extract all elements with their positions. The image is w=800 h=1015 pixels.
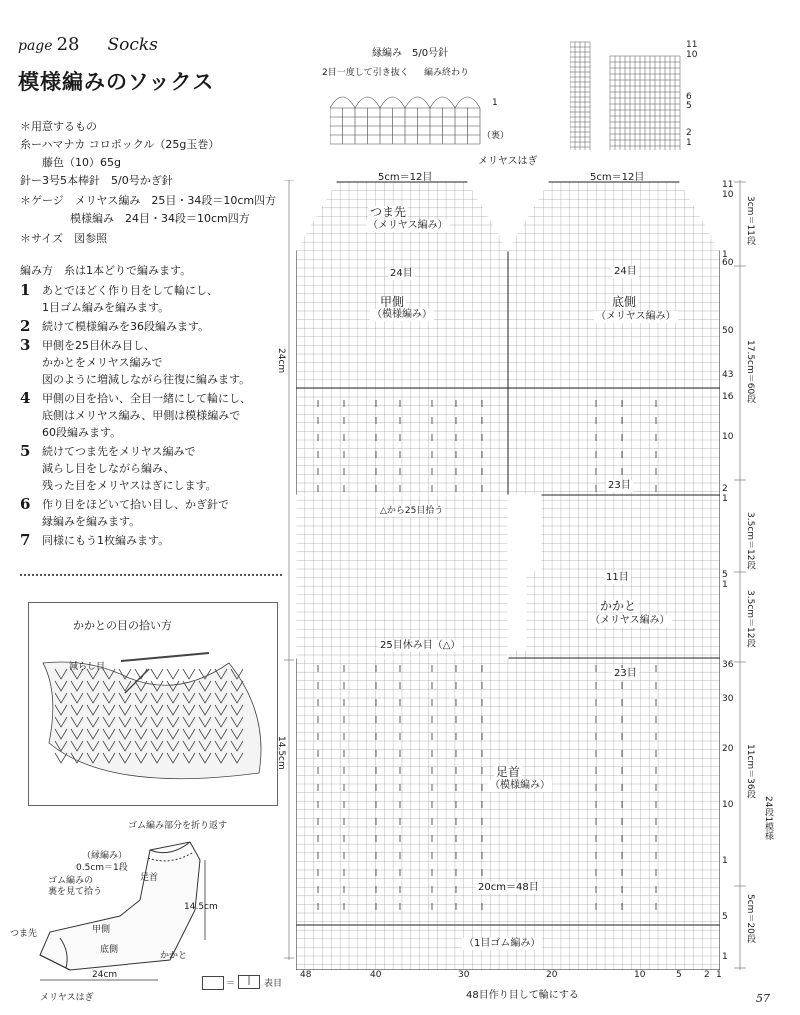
toe-chart-row-number: 11 <box>686 40 698 50</box>
dim-toe: 3cm＝11段 <box>745 196 755 245</box>
materials-color: 藤色（10）65g <box>42 156 121 169</box>
gauge-stockinette: ＊ゲージ メリヤス編み 25目・34段＝10cm四方 <box>20 194 277 207</box>
step-1 <box>20 282 251 316</box>
step-line: 60段編みます。 <box>42 426 122 439</box>
step-number: 6 <box>20 495 31 513</box>
legend-meaning: 表目 <box>264 979 283 989</box>
step-text <box>42 496 229 530</box>
step-text <box>42 390 251 441</box>
step-line: 図のように増減しながら往復に編みます。 <box>42 373 251 386</box>
toe-label: つま先 <box>10 929 38 939</box>
page-title: 模様編みのソックス <box>18 70 215 94</box>
row-number-label: 10 <box>722 190 734 200</box>
toe-chart-row-number: 2 <box>686 128 692 138</box>
step-line: 底側はメリヤス編み、甲側は模様編みで <box>42 409 241 422</box>
dim-heel-1: 3.5cm＝12段 <box>745 512 755 570</box>
gauge-pattern: 模様編み 24目・34段＝10cm四方 <box>70 212 250 225</box>
bottom-tick-label: 20 <box>546 970 558 980</box>
edging-note-right: 編み終わり <box>424 68 470 78</box>
row-number-label: 16 <box>722 392 734 402</box>
step-text <box>42 443 217 494</box>
instep-stitch-count: 24目 <box>390 268 413 279</box>
dim-foot: 17.5cm＝60段 <box>745 340 755 404</box>
rib-back-label: ゴム編みの <box>48 876 94 886</box>
legend-equals: ＝ <box>226 979 236 989</box>
dim-heel-2: 3.5cm＝12段 <box>745 590 755 648</box>
step-number: 2 <box>20 317 31 335</box>
materials-yarn: 糸ーハマナカ コロポックル（25g玉巻） <box>20 138 220 151</box>
step-line: 同様にもう1枚編みます。 <box>42 534 170 547</box>
step-line: 甲側の目を拾い、全目一緒にして輪にし、 <box>42 392 251 405</box>
heel-sub-label: （メリヤス編み） <box>590 615 670 626</box>
bottom-tick-label: 1 <box>716 970 722 980</box>
row-number-label: 30 <box>722 694 734 704</box>
row-number-label: 5 <box>722 912 728 922</box>
ankle-label: 足首 <box>140 873 159 883</box>
left-dim-14-5cm: 14.5cm <box>276 736 286 770</box>
bottom-tick-label: 10 <box>634 970 646 980</box>
step-text <box>42 318 209 335</box>
divider <box>20 574 282 576</box>
step-6 <box>20 496 251 530</box>
step-5 <box>20 443 251 494</box>
row-number-label: 10 <box>722 432 734 442</box>
rest-25-label: 25目休み目（△） <box>380 640 461 651</box>
row-number-label: 1 <box>722 250 728 260</box>
instep-label: 甲側 <box>92 925 111 935</box>
page-number: 28 <box>56 34 80 55</box>
toe-label-chart: つま先 <box>370 205 407 219</box>
right-dimension-lines <box>728 180 758 970</box>
ankle-sub-label: （模様編み） <box>490 780 550 791</box>
edging-chart <box>330 78 490 148</box>
heel-pickup-title: かかとの目の拾い方 <box>73 619 172 632</box>
page-number-bottom: 57 <box>756 992 770 1005</box>
bottom-tick-label: 5 <box>676 970 682 980</box>
step-line: 減らし目をしながら編み、 <box>42 462 175 475</box>
row-number-label: 1 <box>722 580 728 590</box>
row-number-label: 1 <box>722 494 728 504</box>
dim-pattern-repeat: 24段1模様 <box>763 796 773 841</box>
row-number-label: 11 <box>722 180 734 190</box>
method-lead: 編み方 糸は1本どりで編みます。 <box>20 264 192 277</box>
legend-blank-symbol <box>202 976 224 990</box>
heel-pickup-illustration <box>29 603 277 805</box>
heel-label: かかと <box>160 951 188 961</box>
toe-width-right: 5cm＝12目 <box>590 172 645 183</box>
row-number-label: 1 <box>722 952 728 962</box>
sole-sub-label: （メリヤス編み） <box>596 311 676 322</box>
step-text <box>42 282 218 316</box>
bottom-tick-label: 30 <box>458 970 470 980</box>
step-line: 1目ゴム編みを編みます。 <box>42 301 170 314</box>
step-2 <box>20 318 251 335</box>
row-number-label: 10 <box>722 800 734 810</box>
step-number: 1 <box>20 281 31 299</box>
page-prefix: page <box>18 38 53 54</box>
toe-chart <box>570 36 700 156</box>
step-line: 甲側を25目休み目し、 <box>42 339 155 352</box>
left-dim-24cm: 24cm <box>276 348 286 374</box>
step-number: 7 <box>20 531 31 549</box>
step-line: かかとをメリヤス編みで <box>42 356 163 369</box>
decrease-label: 減らし目 <box>69 662 106 672</box>
edging-size: 0.5cm＝1段 <box>76 863 128 873</box>
bottom-tick-label: 48 <box>300 970 312 980</box>
sole-label: 底側 <box>100 945 119 955</box>
step-line: 縁編みを編みます。 <box>42 515 141 528</box>
width-20cm-label: 20cm＝48目 <box>478 882 539 893</box>
edging-note-left: 2目一度して引き抜く <box>322 68 409 78</box>
rib-back-label-2: 裏を見て拾う <box>48 887 103 897</box>
step-number: 4 <box>20 389 31 407</box>
step-line: 作り目をほどいて拾い目し、かぎ針で <box>42 498 229 511</box>
step-7 <box>20 532 251 549</box>
row-number-label: 1 <box>722 856 728 866</box>
graft-label: メリヤスはぎ <box>40 993 94 1003</box>
cast-on-label: 48目作り目して輪にする <box>466 990 579 1001</box>
ankle-label-chart: 足首 <box>496 765 521 779</box>
row-number-label: 5 <box>722 570 728 580</box>
heel-center-stitch-count: 11目 <box>606 572 629 583</box>
pickup-25-label: △から25目拾う <box>380 506 444 516</box>
row-number-label: 43 <box>722 370 734 380</box>
legend-knit-symbol: | <box>238 975 260 989</box>
toe-width-left: 5cm＝12目 <box>378 172 433 183</box>
rib-label-chart: （1目ゴム編み） <box>464 938 541 949</box>
dim-rib: 5cm＝20段 <box>745 894 755 943</box>
heel-bottom-stitch-count: 23目 <box>614 668 637 679</box>
row-number-label: 50 <box>722 326 734 336</box>
size-note: ＊サイズ 図参照 <box>20 232 108 245</box>
row-number-label: 20 <box>722 744 734 754</box>
materials-needles: 針ー3号5本棒針 5/0号かぎ針 <box>20 174 173 187</box>
toe-chart-row-number: 1 <box>686 138 692 148</box>
graft-top-label: メリヤスはぎ <box>478 156 538 167</box>
left-dimension-lines <box>284 180 294 960</box>
heel-top-stitch-count: 23目 <box>608 480 631 491</box>
edging-back-label: （裏） <box>482 131 510 141</box>
page-header <box>18 34 158 55</box>
instep-sub-label: （模様編み） <box>372 309 432 320</box>
heel-label-chart: かかと <box>600 599 637 613</box>
heel-pickup-box <box>28 602 278 806</box>
ankle-length: 14.5cm <box>184 902 218 912</box>
row-number-label: 2 <box>722 484 728 494</box>
step-line: あとでほどく作り目をして輪にし、 <box>42 284 218 297</box>
step-line: 残った目をメリヤスはぎにします。 <box>42 479 217 492</box>
step-number: 3 <box>20 336 31 354</box>
edging-label: （縁編み） <box>82 851 128 861</box>
section-title: Socks <box>107 35 158 55</box>
step-line: 続けてつま先をメリヤス編みで <box>42 445 196 458</box>
toe-sub-label: （メリヤス編み） <box>368 220 448 231</box>
row-number-label: 36 <box>722 660 734 670</box>
row-number-label: 60 <box>722 258 734 268</box>
sock-diagram <box>30 820 283 1000</box>
dim-ankle: 11cm＝36段 <box>745 744 755 799</box>
step-3 <box>20 337 251 388</box>
fold-note: ゴム編み部分を折り返す <box>128 821 228 831</box>
step-4 <box>20 390 251 441</box>
step-line: 続けて模様編みを36段編みます。 <box>42 320 210 333</box>
step-text <box>42 532 169 549</box>
foot-length: 24cm <box>92 970 118 980</box>
toe-chart-row-number: 6 <box>686 92 692 102</box>
method-steps <box>20 262 251 549</box>
main-chart <box>296 170 720 970</box>
sole-stitch-count: 24目 <box>614 266 637 277</box>
edging-row-number: 1 <box>492 98 498 108</box>
instep-label-chart: 甲側 <box>380 295 405 309</box>
toe-chart-row-number: 5 <box>686 101 692 111</box>
edging-chart-title: 縁編み 5/0号針 <box>372 48 449 59</box>
step-number: 5 <box>20 442 31 460</box>
step-text <box>42 337 250 388</box>
bottom-tick-label: 40 <box>370 970 382 980</box>
sole-label-chart: 底側 <box>612 295 637 309</box>
materials-label: ＊用意するもの <box>20 120 97 133</box>
toe-chart-row-number: 10 <box>686 50 698 60</box>
bottom-tick-label: 2 <box>704 970 710 980</box>
